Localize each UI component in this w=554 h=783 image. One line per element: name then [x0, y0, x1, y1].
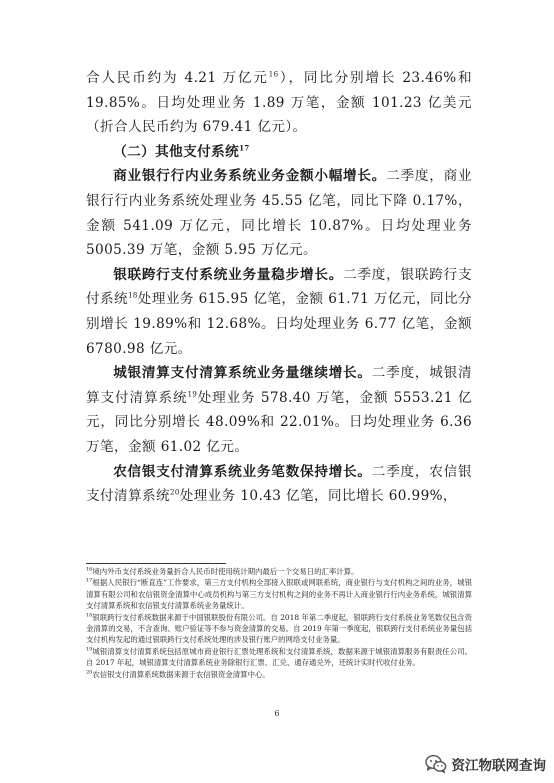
page-number: 6: [274, 709, 280, 718]
paragraph-city-bank-clearing: 城银清算支付清算系统业务量继续增长。二季度，城银清算支付清算系统$^{19}$处理业务 578.40 万笔，金额 5553.21 亿元，同比分别增长 48.09%和 22.01%。日均处理业务 6.36 万笔，金额 61.02 亿元。: [86, 365, 472, 455]
footnote-18: $^{18}$银联跨行支付系统数据来源于中国银联股份有限公司。自 2018 年第二季度起，银联跨行支付系统业务笔数仅包含资金清算的交易，不含查询、账户验证等不参与资金清算的交易。自 2019 年第一季度起，银联跨行支付系统业务量包括支付机构发起的通过银联跨行支付系统处理的涉及银行账户的网络支付业务量。: [86, 612, 472, 645]
paragraph-rural-credit-clearing: 农信银支付清算系统业务笔数保持增长。二季度，农信银支付清算系统$^{20}$处理业务 10.43 亿笔，同比增长 60.99%，: [86, 463, 472, 505]
body-text: [86, 66, 472, 509]
footnote-ref: 20: [169, 488, 180, 497]
wechat-icon: [425, 754, 447, 774]
footnote-16: $^{16}$境内外币支付系统业务量折合人民币时使用统计期内最后一个交易日的汇率计算。: [86, 566, 359, 576]
continuation-paragraph: 合人民币约为 4.21 万亿元$^{16}$），同比分别增长 23.46%和 19.85%。日均处理业务 1.89 万笔，金额 101.23 亿美元（折合人民币约为 679.41 亿元）。: [86, 70, 472, 136]
paragraph-commercial-bank: 商业银行行内业务系统业务金额小幅增长。二季度，商业银行行内业务系统处理业务 45.55 亿笔，同比下降 0.17%，金额 541.09 万亿元，同比增长 10.87%。日均处理业务 5005.39 万笔，金额 5.95 万亿元。: [86, 168, 472, 259]
paragraph-lead: 商业银行行内业务系统业务金额小幅增长。: [113, 168, 387, 185]
paragraph-lead: 城银清算支付清算系统业务量继续增长。: [113, 365, 372, 382]
watermark-text: 资江物联网查询: [451, 758, 546, 774]
watermark: [425, 752, 547, 776]
section-heading: （二）其他支付系统$^{17}$: [113, 143, 250, 160]
footnote-ref: 16: [268, 70, 279, 79]
footnote-ref: 18: [128, 291, 138, 300]
footnotes: [86, 566, 472, 680]
footnote-20: $^{20}$农信银支付清算系统数据来源于农信银资金清算中心。: [86, 669, 270, 679]
footnote-19: $^{19}$城银清算支付清算系统包括原城市商业银行汇票处理系统和支付清算系统，数据来源于城银清算服务有限责任公司。自 2017 年起，城银清算支付清算系统业务除银行汇票、汇兑、通存通兑外，还统计实时代收付业务。: [86, 646, 472, 668]
paragraph-lead: 银联跨行支付系统业务量稳步增长。: [113, 266, 344, 283]
paragraph-unionpay: 银联跨行支付系统业务量稳步增长。二季度，银联跨行支付系统$^{18}$处理业务 615.95 亿笔，金额 61.71 万亿元，同比分别增长 19.89%和 12.68%。日均处理业务 6.77 亿笔，金额 6780.98 亿元。: [86, 266, 472, 357]
footnote-17: $^{17}$根据人民银行“断直连”工作要求，第三方支付机构全部接入银联或网联系统，商业银行与支付机构之间的业务，城银清算有限公司和农信银资金清算中心成员机构与第三方支付机构之间的业务不再计入商业银行行内业务系统，城银清算支付清算系统和农信银支付清算系统业务量统计。: [86, 577, 472, 611]
footnote-ref: 19: [187, 390, 198, 399]
footnote-divider: [86, 563, 226, 564]
paragraph-lead: 农信银支付清算系统业务笔数保持增长。: [113, 463, 372, 480]
footnote-ref: 17: [239, 143, 250, 153]
